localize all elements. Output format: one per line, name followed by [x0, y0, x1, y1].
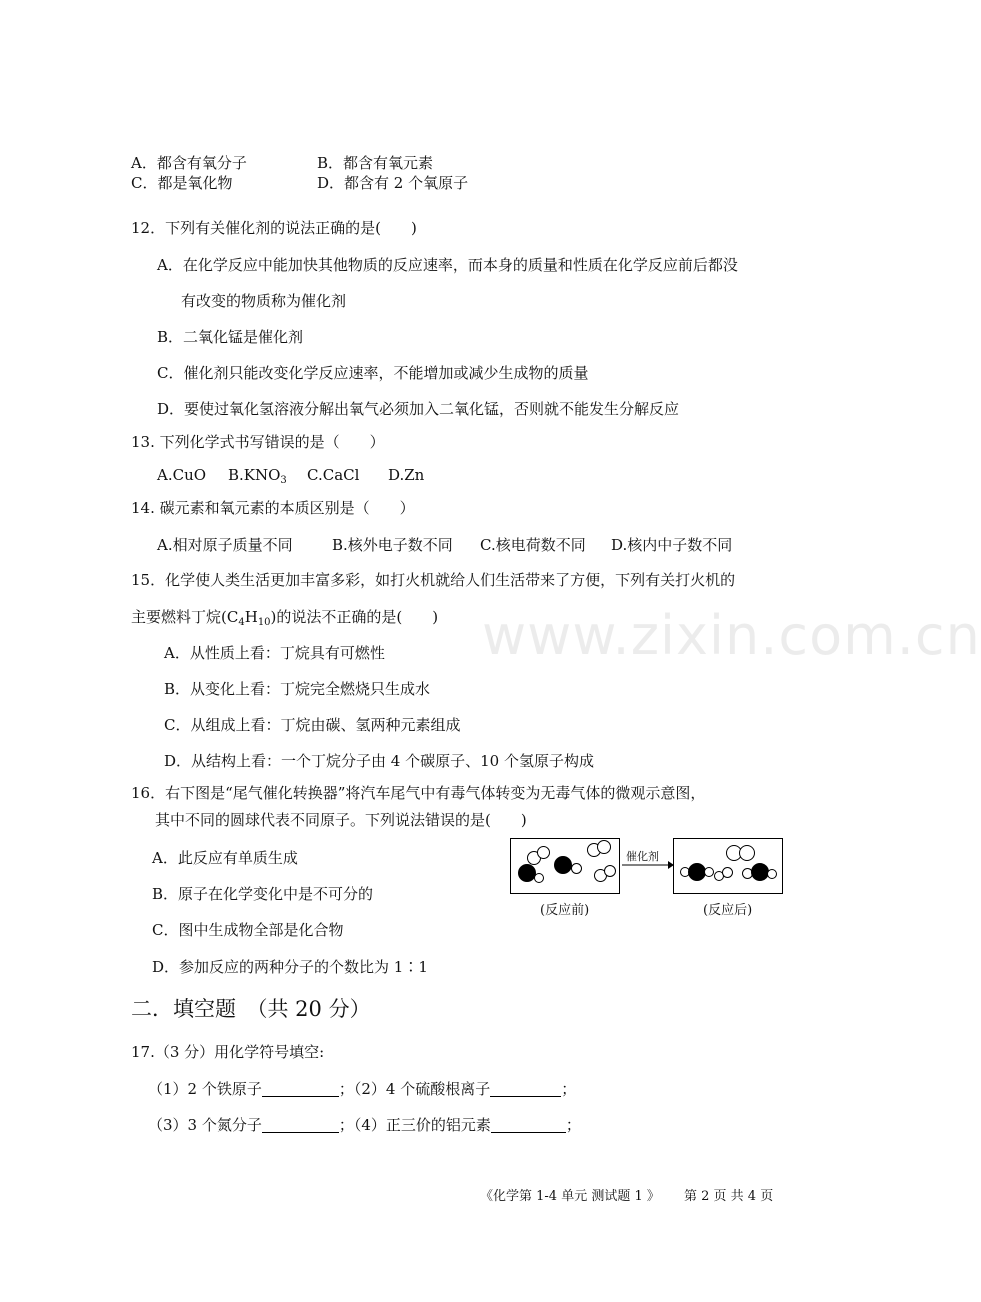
molecule-atom: [604, 865, 616, 877]
molecule-atom: [739, 845, 755, 861]
footer-title: 《化学第 1-4 单元 测试题 1 》: [480, 1189, 660, 1204]
q12-option-a-line1: A．在化学反应中能加快其他物质的反应速率，而本身的质量和性质在化学反应前后都没: [157, 256, 738, 274]
molecule-atom: [597, 840, 611, 854]
q14-stem: 14. 碳元素和氧元素的本质区别是（ ）: [131, 499, 415, 517]
q11-option-c: C．都是氧化物: [131, 174, 233, 192]
q15-option-c: C．从组成上看：丁烷由碳、氢两种元素组成: [164, 716, 461, 734]
q16-stem-line2: 其中不同的圆球代表不同原子。下列说法错误的是( ): [155, 811, 527, 829]
q17-row2: （3）3 个氮分子 ；（4）正三价的铝元素 ；: [148, 1116, 581, 1134]
q12-option-d: D．要使过氧化氢溶液分解出氧气必须加入二氧化锰，否则就不能发生分解反应: [157, 400, 680, 418]
q13-option-d: D.Zn: [388, 466, 425, 484]
q12-option-c: C．催化剂只能改变化学反应速率，不能增加或减少生成物的质量: [157, 364, 589, 382]
q15-stem-line2: 主要燃料丁烷$(C_4H_{10})$的说法不正确的是( ): [131, 608, 439, 628]
after-label: (反应后): [703, 903, 753, 918]
footer-page: 第 2 页 共 4 页: [684, 1189, 774, 1204]
molecule-atom: [767, 869, 777, 879]
q16-stem-line1: 16．右下图是“尾气催化转换器”将汽车尾气中有毒气体转变为无毒气体的微观示意图，: [131, 784, 706, 802]
watermark: www.zixin.com.cn: [482, 604, 981, 667]
molecule-atom: [571, 863, 582, 874]
q15-option-a: A．从性质上看：丁烷具有可燃性: [164, 644, 385, 662]
section-title: 二．填空题 （共 20 分）: [131, 997, 371, 1021]
answer-blank-3[interactable]: [262, 1117, 339, 1133]
reactants-box: [510, 838, 620, 894]
q12-option-a-line2: 有改变的物质称为催化剂: [181, 292, 347, 310]
q12-option-b: B．二氧化锰是催化剂: [157, 328, 304, 346]
q17-stem: 17.（3 分）用化学符号填空:: [131, 1043, 325, 1061]
products-box: [673, 838, 783, 894]
q13-option-a: A.CuO: [157, 466, 207, 484]
q13-option-c: C.CaCl: [307, 466, 360, 484]
q16-option-c: C．图中生成物全部是化合物: [152, 921, 344, 939]
arrow-icon: [620, 860, 674, 870]
q12-stem: 12．下列有关催化剂的说法正确的是( ): [131, 219, 417, 237]
q11-option-d: D．都含有 2 个氧原子: [317, 174, 469, 192]
q14-option-c: C.核电荷数不同: [480, 536, 586, 554]
molecule-atom: [722, 867, 733, 878]
q11-option-a: A．都含有氧分子: [131, 154, 247, 172]
answer-blank-4[interactable]: [491, 1117, 566, 1133]
q14-option-a: A.相对原子质量不同: [157, 536, 293, 554]
q16-option-d: D．参加反应的两种分子的个数比为 1∶1: [152, 958, 428, 976]
q15-option-d: D．从结构上看：一个丁烷分子由 4 个碳原子、10 个氢原子构成: [164, 752, 594, 770]
q13-option-b: $B.KNO_3$: [228, 466, 287, 486]
q13-stem: 13. 下列化学式书写错误的是（ ）: [131, 433, 385, 451]
q15-stem-line1: 15．化学使人类生活更加丰富多彩，如打火机就给人们生活带来了方便，下列有关打火机的: [131, 571, 736, 589]
molecule-atom: [534, 873, 544, 883]
molecule-atom: [537, 846, 550, 859]
q16-option-a: A．此反应有单质生成: [152, 849, 298, 867]
q16-option-b: B．原子在化学变化中是不可分的: [152, 885, 374, 903]
molecule-atom-black: [554, 856, 572, 874]
q11-option-b: B．都含有氧元素: [317, 154, 434, 172]
answer-blank-1[interactable]: [262, 1081, 339, 1097]
q14-option-d: D.核内中子数不同: [611, 536, 733, 554]
molecule-atom: [704, 867, 714, 877]
q15-option-b: B．从变化上看：丁烷完全燃烧只生成水: [164, 680, 431, 698]
q14-option-b: B.核外电子数不同: [332, 536, 453, 554]
catalyst-label: 催化剂: [626, 850, 659, 863]
answer-blank-2[interactable]: [490, 1081, 561, 1097]
q17-row1: （1）2 个铁原子 ；（2）4 个硫酸根离子 ；: [148, 1080, 577, 1098]
before-label: (反应前): [540, 903, 590, 918]
